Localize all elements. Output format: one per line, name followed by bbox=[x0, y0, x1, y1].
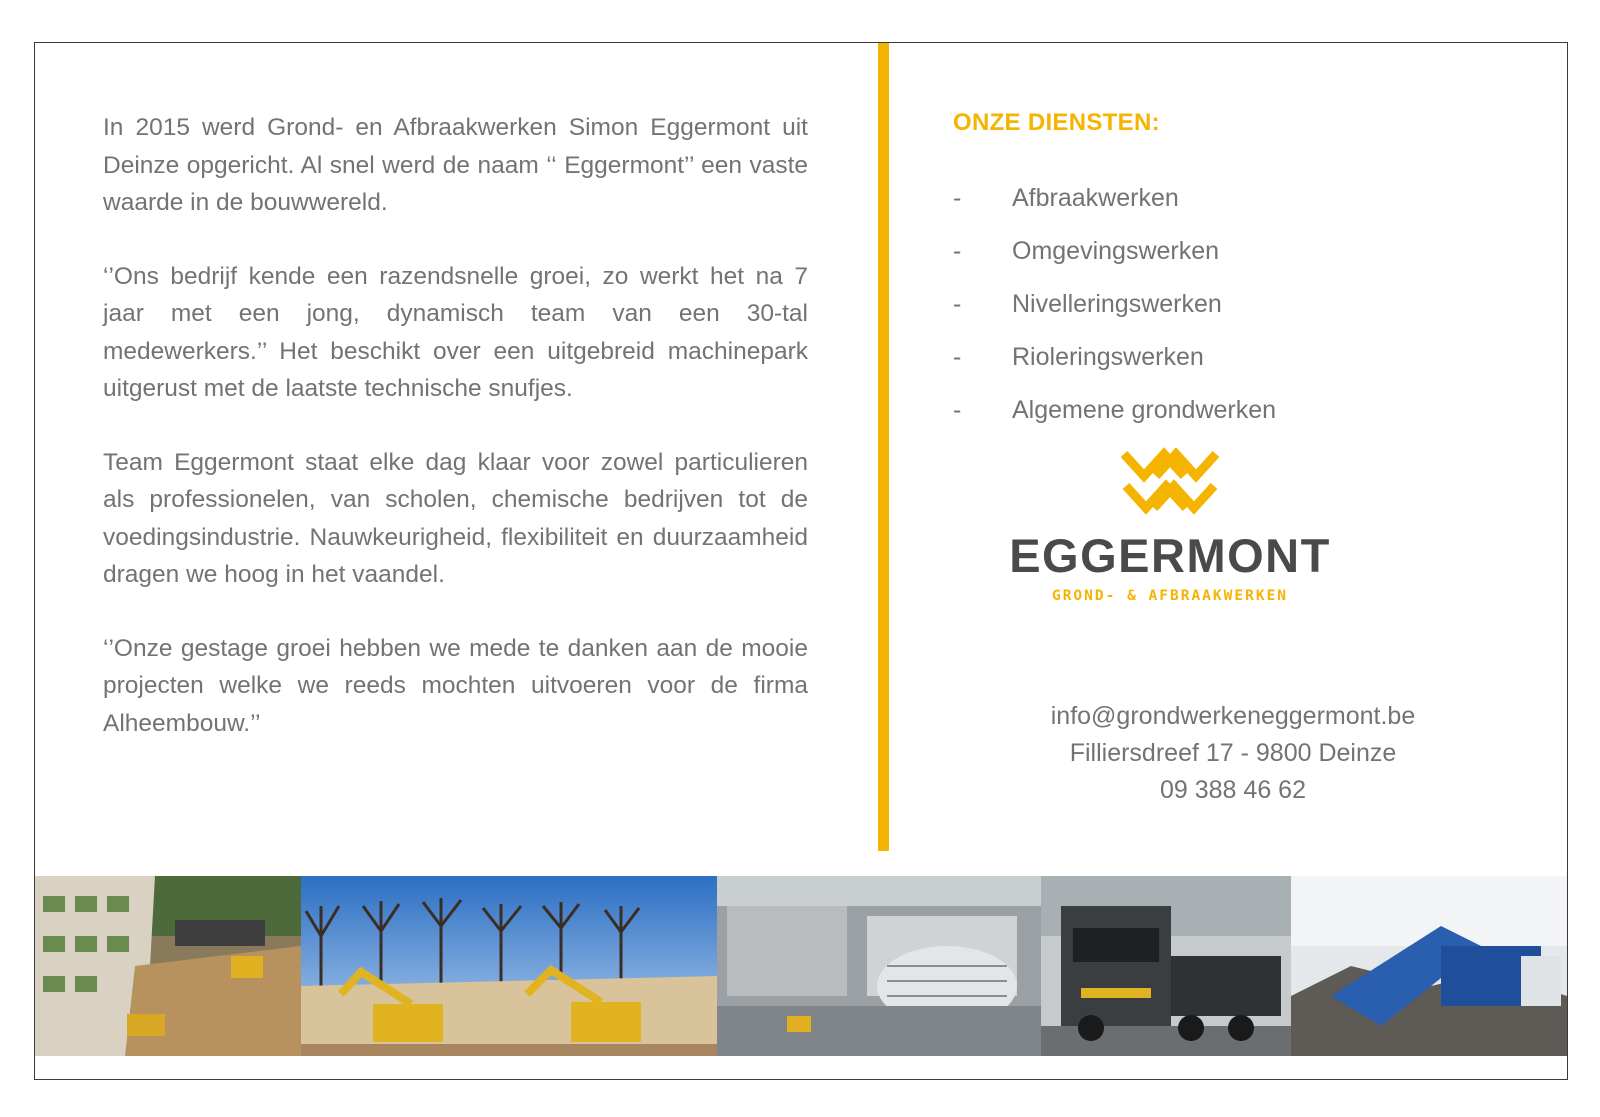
bullet-dash: - bbox=[953, 396, 962, 424]
photo-crusher bbox=[1291, 876, 1567, 1056]
logo-name: EGGERMONT bbox=[1009, 529, 1331, 582]
photo-excavation-site bbox=[35, 876, 301, 1056]
service-label: Algemene grondwerken bbox=[1012, 396, 1277, 424]
intro-paragraph-2: ‘’Ons bedrijf kende een razendsnelle groei, zo werkt het na 7 jaar met een jong, dynamisch team van een 30-tal medewerkers.’’ Het beschikt over een uitgebreid machinepark uitgerust met de laatste technische snufjes. bbox=[103, 262, 808, 402]
bullet-dash: - bbox=[953, 184, 962, 212]
intro-paragraph-3: Team Eggermont staat elke dag klaar voor zowel particulieren als professionelen, van scholen, chemische bedrijven tot de voedingsindustrie. Nauwkeurigheid, flexibiliteit en duurzaamheid dragen we hoog in het vaandel. bbox=[103, 448, 808, 588]
chevron-logo-icon bbox=[1120, 440, 1220, 516]
contact-email[interactable]: info@grondwerkeneggermont.be bbox=[1050, 702, 1416, 730]
photo-demolition-aerial bbox=[717, 876, 1041, 1056]
service-label: Omgevingswerken bbox=[1012, 237, 1220, 265]
bullet-dash: - bbox=[953, 290, 962, 318]
photo-strip bbox=[35, 876, 1567, 1056]
service-label: Rioleringswerken bbox=[1012, 343, 1204, 371]
logo-tagline: GROND- & AFBRAAKWERKEN bbox=[1051, 588, 1289, 604]
contact-phone[interactable]: 09 388 46 62 bbox=[1160, 776, 1306, 804]
intro-text bbox=[103, 109, 808, 778]
service-label: Afbraakwerken bbox=[1012, 184, 1179, 212]
photo-excavators-sky bbox=[301, 876, 717, 1056]
bullet-dash: - bbox=[953, 343, 962, 371]
photo-truck bbox=[1041, 876, 1291, 1056]
contact-block bbox=[953, 698, 1513, 809]
eggermont-logo bbox=[1000, 440, 1340, 620]
intro-paragraph-1: In 2015 werd Grond- en Afbraakwerken Simon Eggermont uit Deinze opgericht. Al snel werd de naam ‘‘ Eggermont’’ een vaste waarde in de bouwwereld. bbox=[103, 114, 808, 216]
intro-paragraph-4: ‘’Onze gestage groei hebben we mede te danken aan de mooie projecten welke we reeds mochten uitvoeren voor de firma Alheembouw.’’ bbox=[103, 634, 808, 737]
bullet-dash: - bbox=[953, 237, 962, 265]
service-label: Nivelleringswerken bbox=[1012, 290, 1222, 318]
yellow-divider bbox=[878, 43, 889, 851]
contact-address: Filliersdreef 17 - 9800 Deinze bbox=[1069, 739, 1397, 767]
services-title: ONZE DIENSTEN: bbox=[953, 109, 1160, 136]
